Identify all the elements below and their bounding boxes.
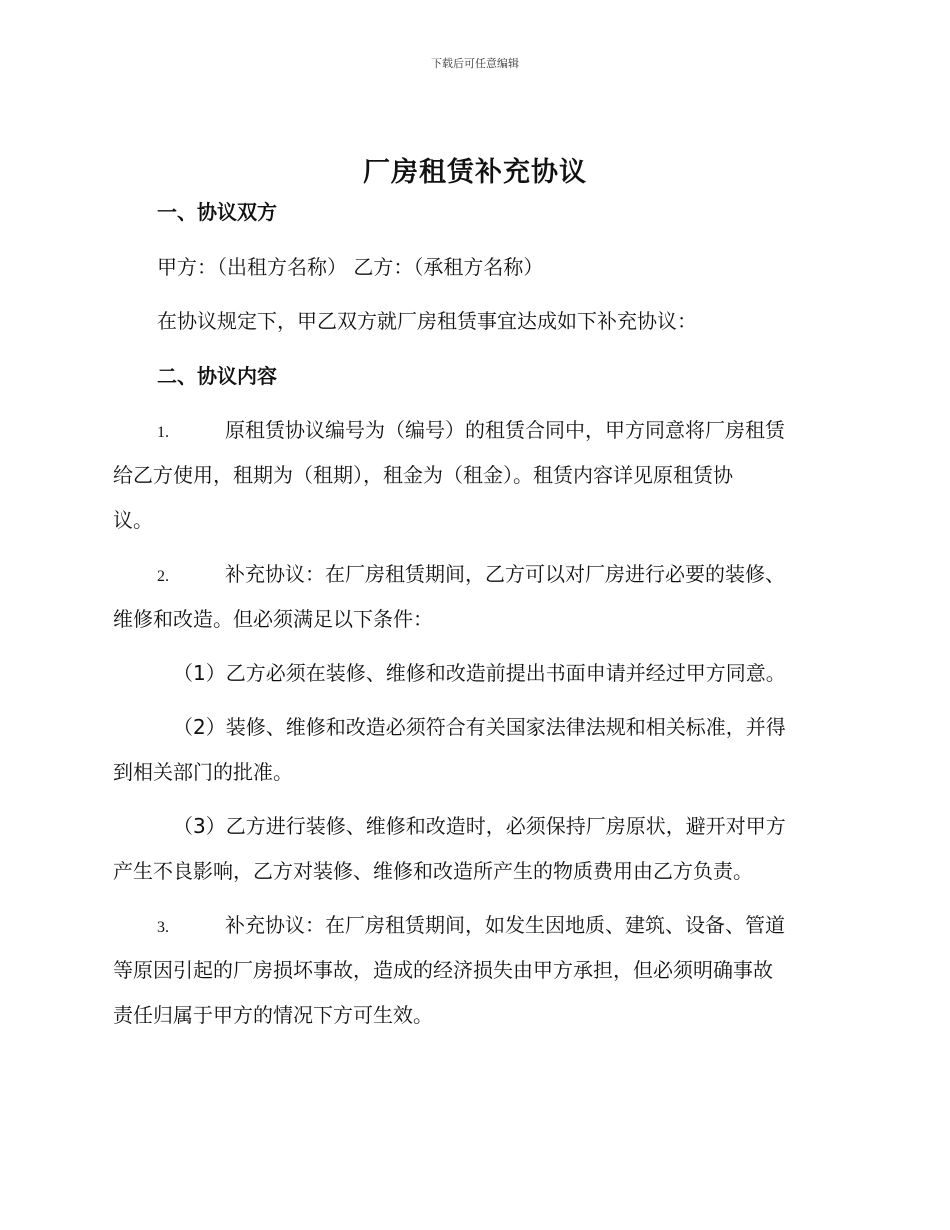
item1-text-line3: 议。 [113,508,153,532]
document-title: 厂房租赁补充协议 [363,157,587,188]
condition-2-line1: （2）装修、维修和改造必须符合有关国家法律法规和相关标准，并得 [173,715,786,739]
section1-heading: 一、协议双方 [157,200,277,224]
item3-first-line [157,910,785,943]
condition-3-line2: 产生不良影响，乙方对装修、维修和改造所产生的物质费用由乙方负责。 [113,859,753,883]
item3-text-line3: 责任归属于甲方的情况下方可生效。 [113,1003,433,1027]
item3-number: 3. [157,919,169,936]
item2-text-line2: 维修和改造。但必须满足以下条件： [113,607,433,631]
condition-2-line2: 到相关部门的批准。 [113,760,293,784]
section2-heading: 二、协议内容 [157,364,277,388]
condition-1: （1）乙方必须在装修、维修和改造前提出书面申请并经过甲方同意。 [173,661,786,685]
item1-text-line2: 给乙方使用，租期为（租期），租金为（租金）。租赁内容详见原租赁协 [113,463,733,487]
item2-number: 2. [157,568,169,585]
item1-number: 1. [157,424,169,441]
item2-first-line [157,559,785,592]
item2-text-line1: 补充协议：在厂房租赁期间，乙方可以对厂房进行必要的装修、 [225,562,785,586]
item3-text-line2: 等原因引起的厂房损坏事故，造成的经济损失由甲方承担，但必须明确事故 [113,958,773,982]
parties-line: 甲方：（出租方名称） 乙方：（承租方名称） [157,255,544,279]
header-note: 下载后可任意编辑 [431,57,519,70]
intro-paragraph: 在协议规定下，甲乙双方就厂房租赁事宜达成如下补充协议： [157,309,697,333]
item3-text-line1: 补充协议：在厂房租赁期间，如发生因地质、建筑、设备、管道 [225,913,785,937]
item1-first-line [157,415,785,448]
item1-text-line1: 原租赁协议编号为（编号）的租赁合同中，甲方同意将厂房租赁 [225,418,785,442]
condition-3-line1: （3）乙方进行装修、维修和改造时，必须保持厂房原状，避开对甲方 [173,814,786,838]
